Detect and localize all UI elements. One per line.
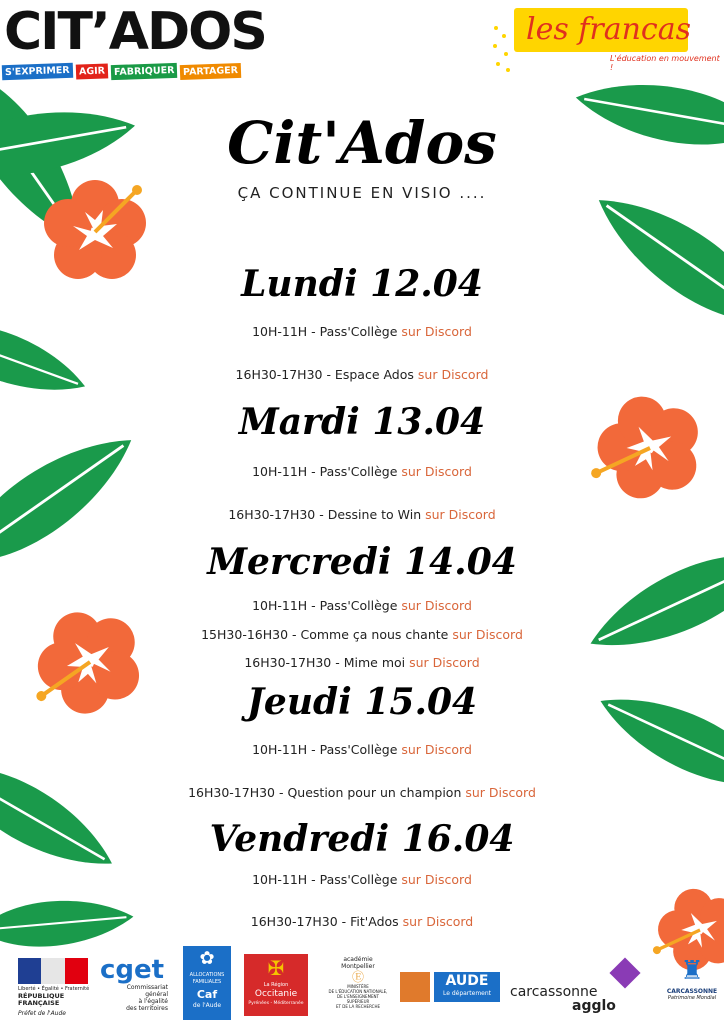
day-heading-vendredi: Vendredi 16.04 bbox=[209, 818, 515, 860]
agglo-diamond-icon bbox=[609, 957, 640, 988]
carcassonne-city-logo bbox=[664, 954, 720, 1020]
academie-line4: DE L'ÉDUCATION NATIONALE, bbox=[328, 989, 388, 994]
discord-link[interactable]: sur Discord bbox=[401, 464, 472, 479]
activity-row bbox=[0, 507, 724, 523]
occitanie-name: Occitanie bbox=[254, 989, 298, 999]
academie-line6: ET DE LA RECHERCHE bbox=[336, 1004, 380, 1009]
discord-link[interactable]: sur Discord bbox=[401, 324, 472, 339]
caf-line4: de l'Aude bbox=[192, 1002, 222, 1009]
citados-logo bbox=[0, 0, 266, 85]
activity-text: 16H30-17H30 - Mime moi bbox=[244, 655, 406, 670]
page-subtitle: ÇA CONTINUE EN VISIO .... bbox=[237, 184, 487, 202]
cget-line3: à l'égalité bbox=[138, 998, 168, 1005]
aude-sub: Le département bbox=[442, 990, 492, 997]
citados-tag-agir: AGIR bbox=[75, 63, 108, 79]
occitanie-logo bbox=[244, 954, 308, 1016]
activity-text: 16H30-17H30 - Fit'Ados bbox=[250, 914, 399, 929]
activity-row bbox=[0, 785, 724, 801]
academie-line2: Montpellier bbox=[341, 963, 375, 970]
aude-departement-logo bbox=[400, 970, 500, 1006]
prefet-aude: Préfet de l'Aude bbox=[18, 1010, 66, 1017]
cget-line1: Commissariat bbox=[126, 984, 168, 991]
discord-link[interactable]: sur Discord bbox=[452, 627, 523, 642]
academie-line3: MINISTÈRE bbox=[347, 984, 369, 989]
activity-row bbox=[0, 627, 724, 643]
citados-tag-fabriquer: FABRIQUER bbox=[110, 63, 177, 80]
activity-row bbox=[0, 655, 724, 671]
aude-name-box bbox=[434, 972, 500, 1002]
activity-row bbox=[0, 872, 724, 888]
republique-francaise-logo bbox=[18, 958, 94, 1018]
citados-logo-tags bbox=[2, 64, 241, 79]
francas-logo-name: les francas bbox=[526, 12, 692, 47]
activity-text: 10H-11H - Pass'Collège bbox=[252, 742, 398, 757]
carcassonne-agglo-line2: agglo bbox=[572, 998, 616, 1014]
academie-e-icon: Ⓔ bbox=[351, 970, 364, 984]
discord-link[interactable]: sur Discord bbox=[425, 507, 496, 522]
cget-line4: des territoires bbox=[126, 1005, 168, 1012]
carcassonne-agglo-logo bbox=[510, 962, 640, 1012]
citados-logo-title: CIT’ADOS bbox=[4, 2, 266, 62]
discord-link[interactable]: sur Discord bbox=[465, 785, 536, 800]
activity-row bbox=[0, 742, 724, 758]
activity-text: 16H30-17H30 - Dessine to Win bbox=[228, 507, 422, 522]
carcassonne-city-line1: CARCASSONNE bbox=[666, 988, 718, 995]
citados-tag-partager: PARTAGER bbox=[180, 63, 242, 80]
discord-link[interactable]: sur Discord bbox=[402, 914, 474, 929]
activity-text: 16H30-17H30 - Question pour un champion bbox=[188, 785, 462, 800]
day-heading-jeudi: Jeudi 15.04 bbox=[246, 681, 478, 723]
activity-text: 10H-11H - Pass'Collège bbox=[252, 872, 398, 887]
academie-line1: académie bbox=[343, 956, 373, 963]
cget-name: cget bbox=[100, 955, 165, 985]
day-heading-lundi: Lundi 12.04 bbox=[241, 263, 483, 305]
caf-emblem-icon: ✿ bbox=[199, 948, 215, 969]
activity-text: 10H-11H - Pass'Collège bbox=[252, 324, 398, 339]
francas-logo-tagline: L'éducation en mouvement ! bbox=[610, 54, 720, 72]
cget-line2: général bbox=[145, 991, 168, 998]
activity-row bbox=[0, 367, 724, 383]
republique-motto: Liberté • Égalité • Fraternité bbox=[18, 986, 90, 992]
caf-logo bbox=[183, 946, 231, 1020]
caf-line1: ALLOCATIONS bbox=[189, 972, 225, 978]
activity-row bbox=[0, 324, 724, 340]
caf-name: Caf bbox=[196, 988, 218, 1001]
occitan-cross-icon: ✠ bbox=[267, 956, 285, 980]
citados-tag-exprimer: S'EXPRIMER bbox=[2, 63, 73, 80]
caf-line2: FAMILIALES bbox=[192, 979, 222, 985]
activity-row bbox=[0, 464, 724, 480]
republique-name: RÉPUBLIQUE FRANÇAISE bbox=[18, 992, 65, 1007]
academie-line5: DE L'ENSEIGNEMENT SUPÉRIEUR bbox=[336, 994, 379, 1004]
discord-link[interactable]: sur Discord bbox=[417, 367, 489, 382]
francas-logo bbox=[490, 0, 724, 82]
page-title: Cit'Ados bbox=[227, 109, 497, 177]
aude-name: AUDE bbox=[445, 973, 489, 989]
cget-logo bbox=[100, 956, 168, 1022]
discord-link[interactable]: sur Discord bbox=[401, 742, 472, 757]
occitanie-line3: Pyrénées - Méditerranée bbox=[248, 1001, 304, 1006]
castle-icon: ♜ bbox=[680, 956, 704, 986]
activity-row bbox=[0, 914, 724, 930]
carcassonne-city-line2: Patrimoine Mondial bbox=[667, 995, 717, 1001]
discord-link[interactable]: sur Discord bbox=[401, 598, 472, 613]
carcassonne-agglo-line1: carcassonne bbox=[510, 984, 598, 1000]
day-heading-mardi: Mardi 13.04 bbox=[238, 401, 486, 443]
occitanie-line1: La Région bbox=[263, 982, 289, 988]
discord-link[interactable]: sur Discord bbox=[409, 655, 480, 670]
partner-logos bbox=[0, 940, 724, 1024]
day-heading-mercredi: Mercredi 14.04 bbox=[207, 541, 517, 583]
academie-montpellier-logo bbox=[326, 956, 390, 1022]
activity-text: 10H-11H - Pass'Collège bbox=[252, 598, 398, 613]
francas-dots-icon bbox=[490, 20, 516, 80]
discord-link[interactable]: sur Discord bbox=[401, 872, 472, 887]
activity-text: 16H30-17H30 - Espace Ados bbox=[235, 367, 414, 382]
french-flag-icon bbox=[18, 958, 88, 984]
activity-text: 10H-11H - Pass'Collège bbox=[252, 464, 398, 479]
activity-row bbox=[0, 598, 724, 614]
activity-text: 15H30-16H30 - Comme ça nous chante bbox=[201, 627, 449, 642]
aude-emblem-icon bbox=[400, 972, 430, 1002]
